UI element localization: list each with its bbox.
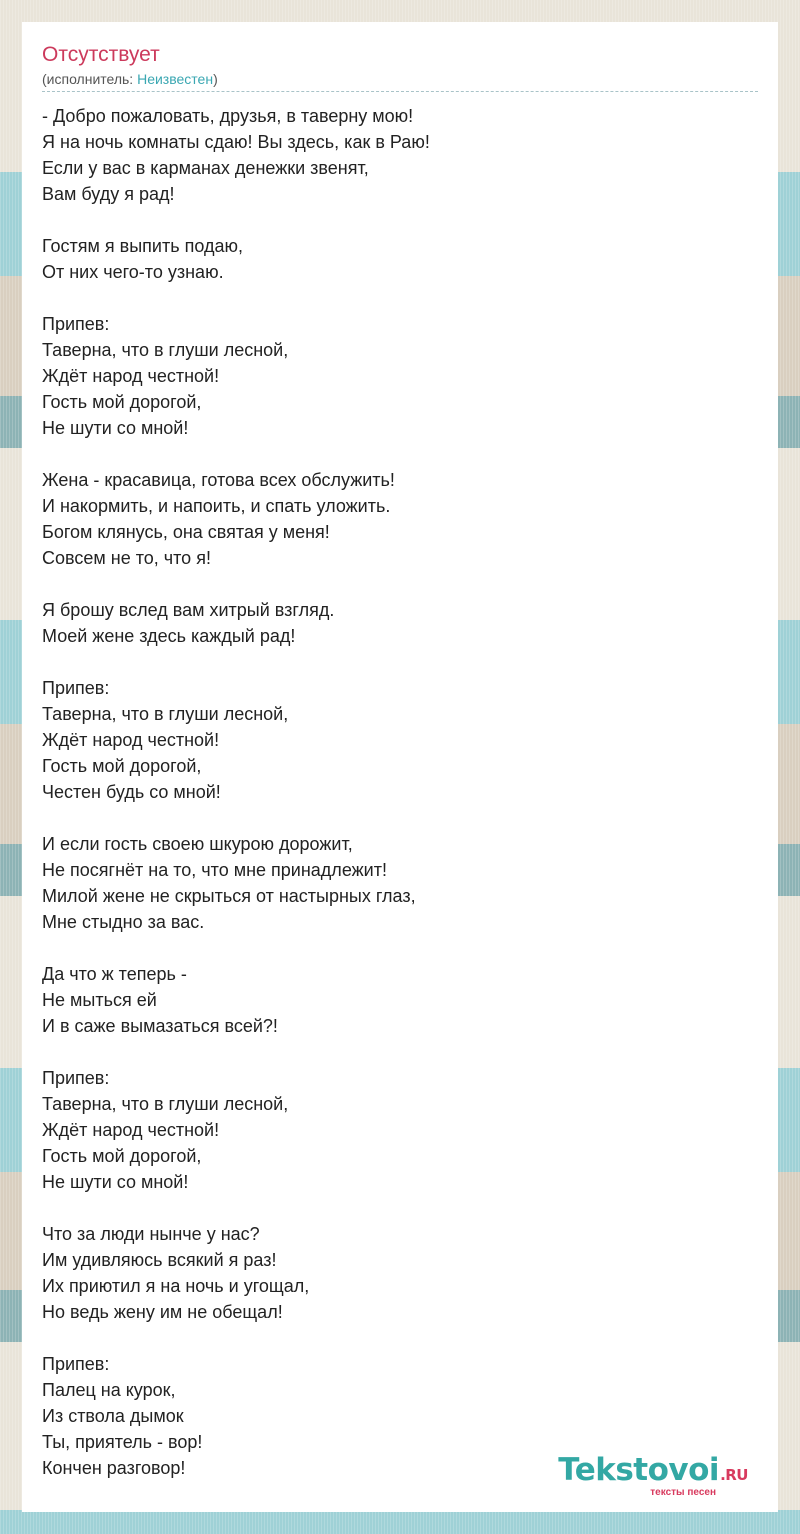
lyrics-line: Жена - красавица, готова всех обслужить! [42,470,395,490]
lyrics-body [42,103,758,1481]
lyrics-line: Богом клянусь, она святая у меня! [42,522,330,542]
lyrics-line: И в саже вымазаться всей?! [42,1016,278,1036]
lyrics-line: Не шути со мной! [42,1172,189,1192]
lyrics-line: Совсем не то, что я! [42,548,211,568]
lyrics-line: Не мыться ей [42,990,157,1010]
lyrics-stanza [42,1221,758,1325]
lyrics-line: Таверна, что в глуши лесной, [42,704,289,724]
lyrics-stanza [42,467,758,571]
lyrics-stanza [42,103,758,207]
lyrics-line: Припев: [42,678,110,698]
lyrics-line: Честен будь со мной! [42,782,221,802]
lyrics-line: Если у вас в карманах денежки звенят, [42,158,369,178]
lyrics-line: Палец на курок, [42,1380,176,1400]
lyrics-line: Припев: [42,1068,110,1088]
song-title: Отсутствует [42,43,160,66]
lyrics-line: Ты, приятель - вор! [42,1432,203,1452]
lyrics-line: От них чего-то узнаю. [42,262,224,282]
performer-prefix: (исполнитель: [42,71,138,87]
performer-line [42,70,758,92]
lyrics-line: Вам буду я рад! [42,184,175,204]
performer-link[interactable]: Неизвестен [137,71,214,87]
lyrics-line: Мне стыдно за вас. [42,912,205,932]
lyrics-line: И накормить, и напоить, и спать уложить. [42,496,391,516]
lyrics-line: Я брошу вслед вам хитрый взгляд. [42,600,335,620]
logo-tld: .RU [720,1466,748,1484]
lyrics-line: Их приютил я на ночь и угощал, [42,1276,310,1296]
lyrics-line: Гость мой дорогой, [42,392,202,412]
logo-wordmark [558,1454,748,1491]
lyrics-line: Но ведь жену им не обещал! [42,1302,283,1322]
lyrics-stanza [42,961,758,1039]
lyrics-line: Гостям я выпить подаю, [42,236,243,256]
lyrics-line: Ждёт народ честной! [42,730,220,750]
lyrics-stanza [42,1065,758,1195]
lyrics-stanza [42,597,758,649]
lyrics-line: Ждёт народ честной! [42,366,220,386]
lyrics-line: Им удивляюсь всякий я раз! [42,1250,277,1270]
lyrics-stanza [42,675,758,805]
lyrics-line: Из ствола дымок [42,1406,184,1426]
logo-main-text: Tekstovoi [558,1452,720,1488]
logo-tagline: тексты песен [650,1487,716,1498]
lyrics-stanza [42,311,758,441]
lyrics-line: Моей жене здесь каждый рад! [42,626,296,646]
lyrics-line: Гость мой дорогой, [42,756,202,776]
lyrics-line: Гость мой дорогой, [42,1146,202,1166]
lyrics-card [22,22,778,1512]
lyrics-line: Что за люди нынче у нас? [42,1224,260,1244]
lyrics-stanza [42,233,758,285]
lyrics-line: Да что ж теперь - [42,964,187,984]
lyrics-line: И если гость своею шкурою дорожит, [42,834,353,854]
lyrics-line: Припев: [42,1354,110,1374]
lyrics-line: Таверна, что в глуши лесной, [42,340,289,360]
performer-suffix: ) [213,71,218,87]
lyrics-line: - Добро пожаловать, друзья, в таверну мою! [42,106,414,126]
lyrics-line: Кончен разговор! [42,1458,186,1478]
lyrics-line: Милой жене не скрыться от настырных глаз, [42,886,416,906]
lyrics-line: Не шути со мной! [42,418,189,438]
lyrics-line: Не посягнёт на то, что мне принадлежит! [42,860,387,880]
lyrics-line: Припев: [42,314,110,334]
lyrics-line: Ждёт народ честной! [42,1120,220,1140]
lyrics-line: Я на ночь комнаты сдаю! Вы здесь, как в Раю! [42,132,430,152]
lyrics-stanza [42,831,758,935]
lyrics-line: Таверна, что в глуши лесной, [42,1094,289,1114]
site-logo[interactable] [558,1454,748,1498]
